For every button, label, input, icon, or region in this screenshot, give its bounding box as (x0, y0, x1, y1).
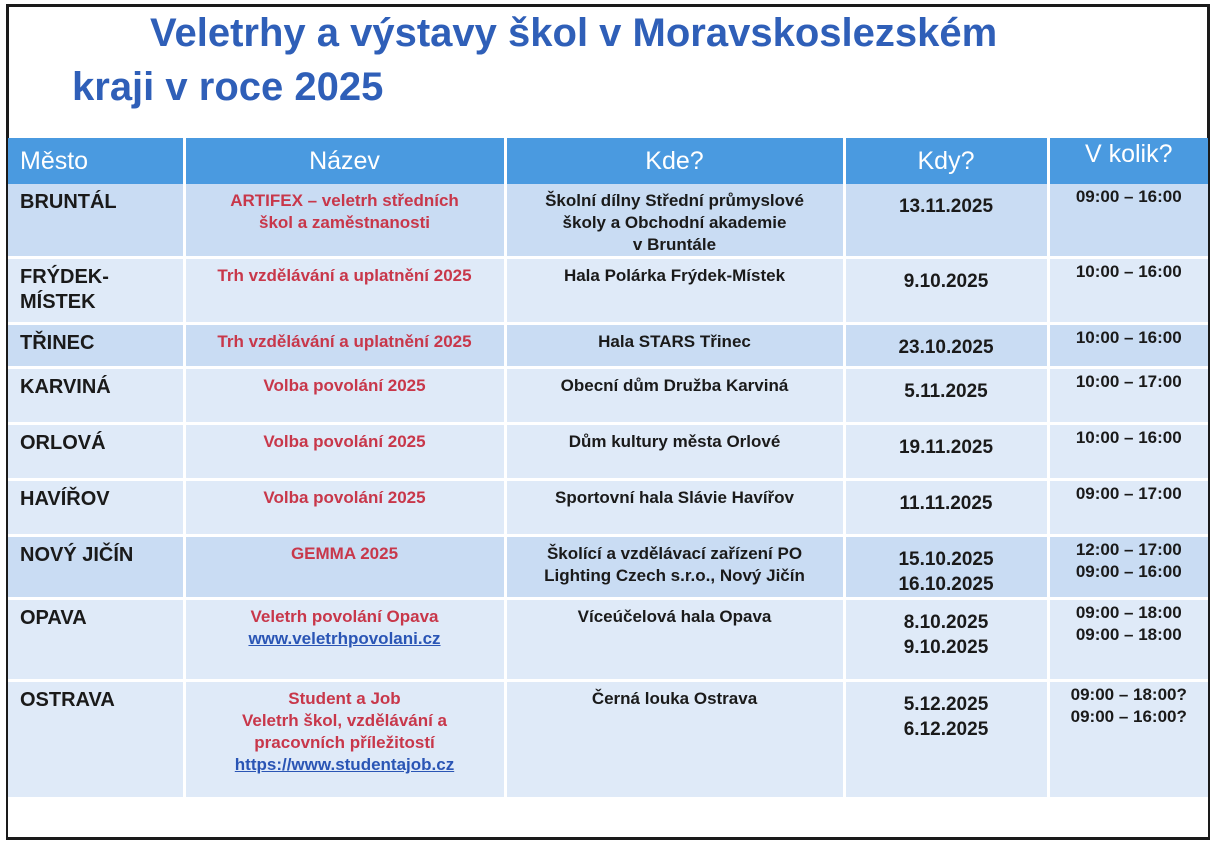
time-text: 09:00 – 18:00? (1070, 685, 1187, 704)
table-header-row (8, 138, 1208, 184)
time-text: 09:00 – 16:00 (1075, 562, 1182, 581)
table-body (8, 184, 1208, 809)
time-text: 10:00 – 17:00 (1075, 372, 1182, 391)
city-text: OPAVA (20, 607, 87, 629)
fair-name-text: Volba povolání 2025 (263, 432, 426, 451)
time-text: 10:00 – 16:00 (1075, 328, 1182, 347)
fair-name-text: Veletrh škol, vzdělávání a (241, 711, 448, 730)
cell-when (844, 480, 1048, 536)
cell-city (8, 368, 184, 424)
venue-text: Školící a vzdělávací zařízení PO (546, 544, 803, 563)
venue-text: Obecní dům Družba Karviná (560, 376, 789, 395)
cell-where (505, 184, 844, 258)
date-text: 16.10.2025 (898, 574, 994, 595)
city-text: TŘINEC (20, 332, 95, 354)
cell-name (184, 424, 505, 480)
cell-time (1048, 536, 1208, 599)
city-text: HAVÍŘOV (20, 488, 110, 510)
cell-name (184, 599, 505, 681)
cell-city (8, 184, 184, 258)
table-row (8, 536, 1208, 599)
cell-when (844, 424, 1048, 480)
fair-name-text: Volba povolání 2025 (263, 488, 426, 507)
header-when: Kdy? (844, 138, 1048, 184)
city-text: MÍSTEK (20, 291, 96, 313)
header-where: Kde? (505, 138, 844, 184)
cell-time (1048, 368, 1208, 424)
cell-where (505, 480, 844, 536)
cell-when (844, 599, 1048, 681)
date-text: 19.11.2025 (898, 437, 994, 458)
cell-where (505, 324, 844, 368)
cell-where (505, 424, 844, 480)
city-text: ORLOVÁ (20, 432, 106, 454)
cell-name (184, 368, 505, 424)
cell-when (844, 258, 1048, 324)
table-row (8, 258, 1208, 324)
date-text: 6.12.2025 (903, 719, 989, 740)
cell-when (844, 368, 1048, 424)
cell-name (184, 681, 505, 809)
time-text: 09:00 – 18:00 (1075, 625, 1182, 644)
venue-text: Hala Polárka Frýdek-Místek (563, 266, 786, 285)
date-text: 5.11.2025 (904, 381, 988, 402)
cell-where (505, 536, 844, 599)
cell-city (8, 681, 184, 809)
fair-name-text: Student a Job (288, 689, 401, 708)
cell-where (505, 599, 844, 681)
venue-text: Lighting Czech s.r.o., Nový Jičín (544, 566, 805, 585)
header-name: Název (184, 138, 505, 184)
fair-name-text: GEMMA 2025 (290, 544, 399, 563)
venue-text: Černá louka Ostrava (591, 689, 758, 708)
cell-time (1048, 599, 1208, 681)
city-text: KARVINÁ (20, 376, 111, 398)
date-text: 15.10.2025 (898, 549, 994, 570)
table-row (8, 324, 1208, 368)
time-text: 09:00 – 17:00 (1075, 484, 1182, 503)
time-text: 09:00 – 16:00? (1070, 707, 1187, 726)
date-text: 11.11.2025 (899, 493, 993, 514)
venue-text: Sportovní hala Slávie Havířov (554, 488, 795, 507)
cell-where (505, 368, 844, 424)
cell-time (1048, 424, 1208, 480)
table-row (8, 184, 1208, 258)
time-text: 10:00 – 16:00 (1075, 428, 1182, 447)
cell-city (8, 258, 184, 324)
city-text: FRÝDEK- (20, 266, 109, 288)
date-text: 8.10.2025 (903, 612, 989, 633)
cell-name (184, 258, 505, 324)
header-time: V kolik? (1048, 138, 1208, 184)
venue-text: školy a Obchodní akademie (562, 213, 787, 232)
cell-city (8, 480, 184, 536)
fair-name-text: Veletrh povolání Opava (250, 607, 439, 626)
page-title-line-1: Veletrhy a výstavy škol v Moravskoslezském (150, 11, 998, 55)
cell-time (1048, 324, 1208, 368)
time-text: 09:00 – 16:00 (1075, 187, 1182, 206)
table-footer-space (8, 797, 1208, 837)
cell-time (1048, 258, 1208, 324)
cell-city (8, 424, 184, 480)
venue-text: v Bruntále (632, 235, 717, 254)
fair-name-text: Trh vzdělávání a uplatnění 2025 (217, 266, 472, 285)
header-city: Město (8, 138, 184, 184)
city-text: NOVÝ JIČÍN (20, 544, 134, 566)
cell-city (8, 324, 184, 368)
table-row (8, 480, 1208, 536)
city-text: OSTRAVA (20, 689, 115, 711)
cell-name (184, 480, 505, 536)
cell-time (1048, 480, 1208, 536)
date-text: 13.11.2025 (898, 196, 994, 217)
table-row (8, 681, 1208, 809)
cell-when (844, 536, 1048, 599)
fair-name-text: Trh vzdělávání a uplatnění 2025 (217, 332, 472, 351)
cell-name (184, 324, 505, 368)
venue-text: Hala STARS Třinec (598, 332, 751, 351)
cell-city (8, 599, 184, 681)
venue-text: Víceúčelová hala Opava (577, 607, 772, 626)
time-text: 12:00 – 17:00 (1075, 540, 1182, 559)
fairs-table (8, 138, 1208, 810)
table-row (8, 424, 1208, 480)
cell-name (184, 184, 505, 258)
cell-name (184, 536, 505, 599)
date-text: 5.12.2025 (903, 694, 989, 715)
date-text: 9.10.2025 (903, 271, 989, 292)
date-text: 9.10.2025 (903, 637, 989, 658)
cell-when (844, 184, 1048, 258)
table-row (8, 599, 1208, 681)
cell-when (844, 681, 1048, 809)
cell-time (1048, 184, 1208, 258)
fair-name-text: škol a zaměstnanosti (258, 213, 430, 232)
time-text: 10:00 – 16:00 (1075, 262, 1182, 281)
venue-text: Školní dílny Střední průmyslové (545, 191, 804, 210)
page-title-line-2: kraji v roce 2025 (72, 65, 384, 109)
cell-where (505, 681, 844, 809)
city-text: BRUNTÁL (20, 191, 117, 213)
cell-time (1048, 681, 1208, 809)
fair-website-link[interactable]: www.veletrhpovolani.cz (248, 629, 441, 648)
cell-when (844, 324, 1048, 368)
cell-where (505, 258, 844, 324)
fair-name-text: Volba povolání 2025 (263, 376, 426, 395)
time-text: 09:00 – 18:00 (1075, 603, 1182, 622)
date-text: 23.10.2025 (898, 337, 994, 358)
fair-name-text: pracovních příležitostí (254, 733, 435, 752)
venue-text: Dům kultury města Orlové (568, 432, 781, 451)
table-row (8, 368, 1208, 424)
fair-name-text: ARTIFEX – veletrh středních (230, 191, 459, 210)
fair-website-link[interactable]: https://www.studentajob.cz (234, 755, 455, 774)
cell-city (8, 536, 184, 599)
